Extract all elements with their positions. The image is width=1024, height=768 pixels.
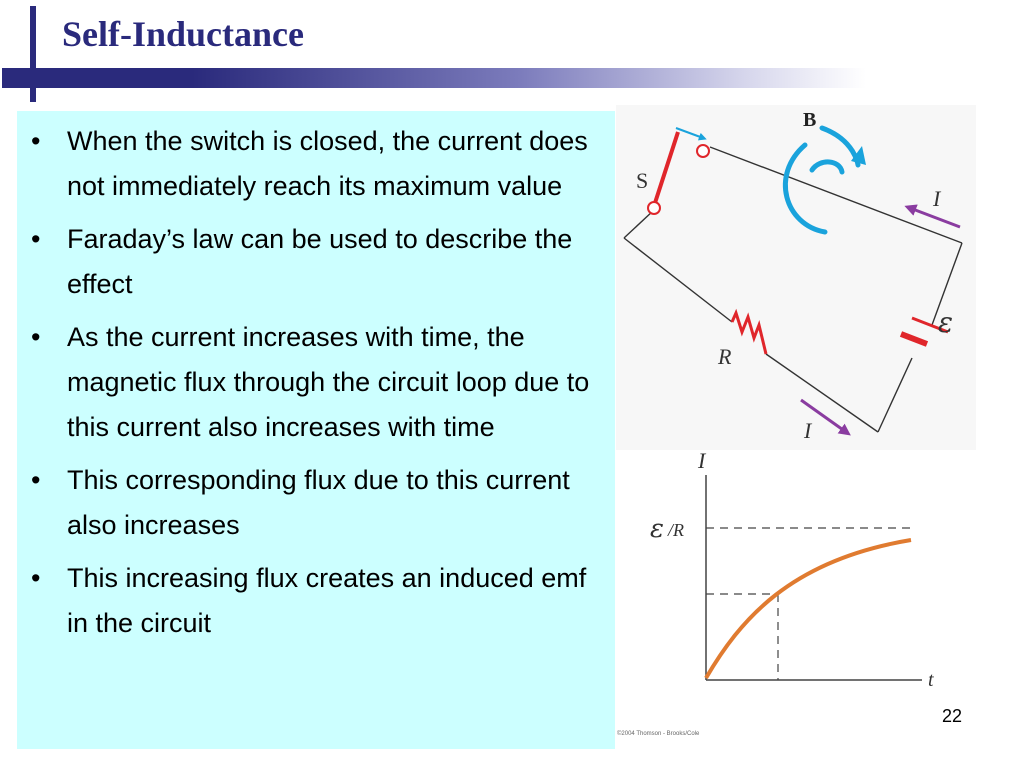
switch-label: S (636, 168, 649, 193)
bullet-text: This increasing flux creates an induced emf in the circuit (67, 563, 587, 638)
bullet-item (31, 315, 605, 450)
bullet-dot: • (31, 322, 41, 352)
bullet-item (31, 556, 605, 646)
field-label: B (803, 109, 817, 131)
bullet-text: When the switch is closed, the current does not immediately reach its maximum value (67, 126, 588, 201)
current-label-bottom: I (804, 418, 812, 443)
asymptote-label-resistance: /R (668, 520, 684, 540)
title-accent-horizontal-bar (2, 68, 866, 88)
bullet-text: As the current increases with time, the magnetic flux through the circuit loop due to this current also increases with time (67, 322, 590, 442)
current-label-top: I (933, 186, 941, 211)
resistor-label: R (718, 344, 732, 369)
image-credit: ©2004 Thomson - Brooks/Cole (617, 731, 700, 737)
bullet-item (31, 119, 605, 209)
slide-title: Self-Inductance (62, 14, 304, 54)
current-time-graph (706, 475, 922, 680)
page-number: 22 (942, 706, 963, 726)
bullet-text: This corresponding flux due to this current also increases (67, 465, 570, 540)
emf-label: ε (938, 306, 954, 339)
bullet-text: Faraday’s law can be used to describe the effect (67, 224, 573, 299)
current-curve (706, 540, 911, 678)
bullet-dot: • (31, 563, 41, 593)
asymptote-label-emf: ε (650, 514, 664, 544)
inductance-figure (616, 100, 976, 750)
graph-x-axis-label: t (928, 669, 934, 691)
bullet-dot: • (31, 224, 41, 254)
graph-y-axis-label: I (698, 448, 706, 473)
bullet-item (31, 458, 605, 548)
bullet-dot: • (31, 126, 41, 156)
bullet-dot: • (31, 465, 41, 495)
bullet-list (17, 111, 615, 646)
bullet-item (31, 217, 605, 307)
bullet-text-box (17, 111, 615, 749)
